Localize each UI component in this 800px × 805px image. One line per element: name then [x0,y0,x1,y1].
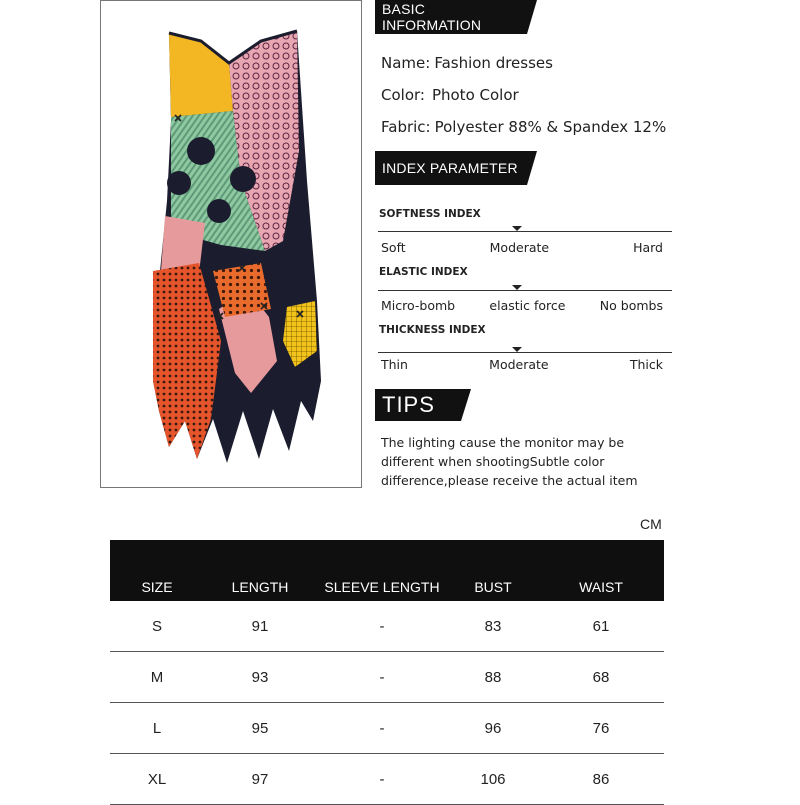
header-waist: WAIST [538,540,664,601]
softness-index-title: SOFTNESS INDEX [379,208,481,220]
cell-sleeve-length: - [316,754,448,805]
header-bust: BUST [448,540,538,601]
name-label: Name: [381,54,431,72]
cell-waist: 76 [538,703,664,754]
tips-text: The lighting cause the monitor may be different when shootingSubtle color difference,please receive the actual item [381,435,638,488]
header-sleeve-length: SLEEVE LENGTH [316,540,448,601]
thickness-scale-labels [381,357,663,372]
fabric-value: Polyester 88% & Spandex 12% [434,118,667,136]
table-row [110,652,664,703]
thickness-right: Thick [629,357,663,372]
cell-size: L [110,703,204,754]
cell-bust: 106 [448,754,538,805]
elastic-mid: elastic force [489,298,566,313]
name-line [381,54,553,72]
cell-sleeve-length: - [316,703,448,754]
header-size: SIZE [110,540,204,601]
thickness-index-title: THICKNESS INDEX [379,324,486,336]
tips-header: TIPS [375,389,461,421]
cell-size: S [110,601,204,652]
color-label: Color: [381,86,425,104]
softness-right: Hard [633,240,663,255]
elastic-scale-labels [381,298,663,313]
table-row [110,703,664,754]
cell-sleeve-length: - [316,601,448,652]
color-line [381,86,519,104]
unit-label: CM [640,516,662,532]
index-parameter-header: INDEX PARAMETER [375,151,527,185]
table-row [110,754,664,805]
softness-scale-labels [381,240,663,255]
cell-sleeve-length: - [316,652,448,703]
softness-mid: Moderate [489,240,550,255]
cell-length: 91 [204,601,316,652]
size-table [110,540,664,805]
table-header-row [110,540,664,601]
thickness-mid: Moderate [489,357,549,372]
elastic-index-title: ELASTIC INDEX [379,266,468,278]
cell-length: 97 [204,754,316,805]
fabric-line [381,118,666,136]
elastic-left: Micro-bomb [381,298,456,313]
cell-waist: 61 [538,601,664,652]
elastic-scale-line [378,290,672,291]
cell-waist: 68 [538,652,664,703]
product-photo [100,0,362,488]
cell-size: XL [110,754,204,805]
cell-length: 93 [204,652,316,703]
cell-bust: 96 [448,703,538,754]
cell-bust: 88 [448,652,538,703]
basic-information-header: BASIC INFORMATION [375,0,527,34]
softness-scale-line [378,231,672,232]
name-value: Fashion dresses [434,54,553,72]
thickness-left: Thin [381,357,408,372]
fabric-label: Fabric: [381,118,431,136]
cell-waist: 86 [538,754,664,805]
cell-bust: 83 [448,601,538,652]
color-value: Photo Color [431,86,519,104]
header-length: LENGTH [204,540,316,601]
table-row [110,601,664,652]
elastic-right: No bombs [599,298,663,313]
cell-length: 95 [204,703,316,754]
dress-illustration [101,1,361,487]
softness-left: Soft [381,240,406,255]
cell-size: M [110,652,204,703]
thickness-scale-line [378,352,672,353]
